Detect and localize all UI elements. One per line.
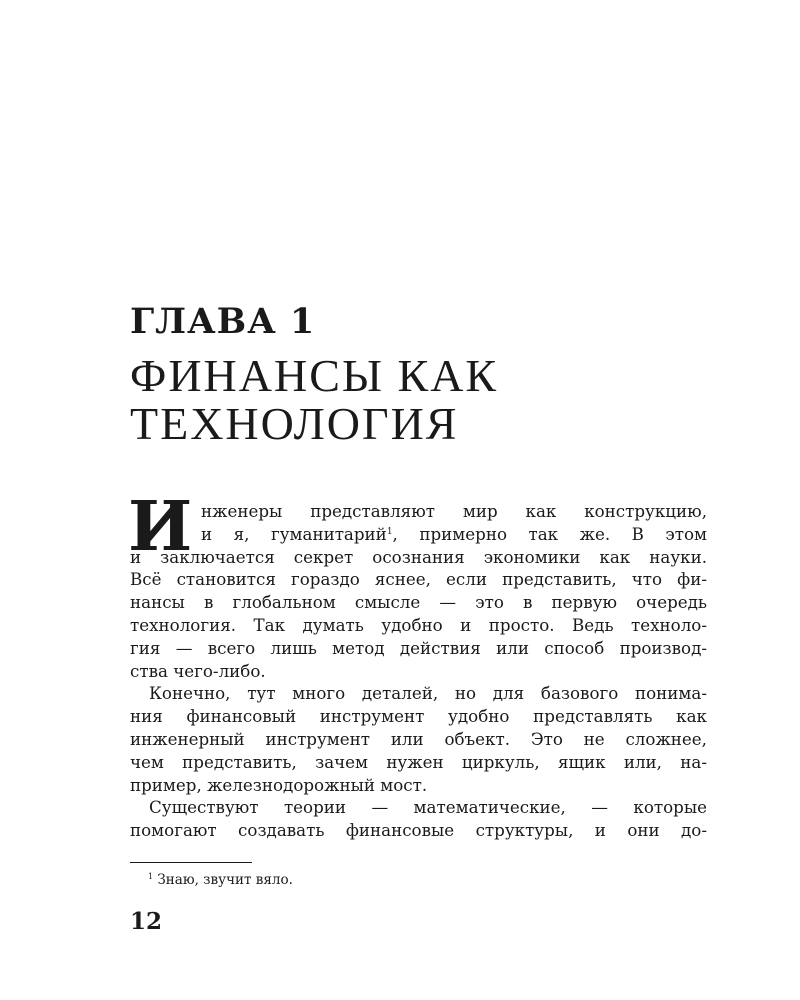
chapter-title-line-2: ТЕХНОЛОГИЯ	[130, 398, 459, 449]
footnote-marker: 1	[148, 872, 154, 881]
text-line: пример, железнодорожный мост.	[130, 774, 428, 795]
text-line: ния финансовый инструмент удобно представлять как	[130, 706, 707, 727]
text-line: инженерный инструмент или объект. Это не сложнее,	[130, 728, 707, 749]
chapter-label: ГЛАВА 1	[130, 301, 316, 342]
body-text	[128, 487, 707, 842]
drop-cap: И	[128, 487, 193, 567]
text-line: Существуют теории — математические, — которые	[149, 797, 707, 818]
text-line: нансы в глобальном смысле — это в первую очередь	[130, 592, 707, 613]
text-fragment: , примерно так же. В этом	[392, 523, 707, 544]
text-line: гия — всего лишь метод действия или способ производ-	[130, 637, 707, 658]
text-line: Всё становится гораздо яснее, если представить, что фи-	[130, 569, 707, 590]
text-line: чем представить, зачем нужен циркуль, ящик или, на-	[130, 751, 707, 772]
text-line: нженеры представляют мир как конструкцию,	[201, 501, 707, 521]
text-line	[130, 523, 707, 546]
text-fragment: и я, гуманитарий	[201, 523, 387, 544]
footnote-text: Знаю, звучит вяло.	[157, 872, 293, 888]
text-line: и заключается секрет осознания экономики как науки.	[130, 546, 707, 567]
footnote	[148, 871, 293, 889]
text-line: Конечно, тут много деталей, но для базового понима-	[149, 683, 707, 704]
text-line: технология. Так думать удобно и просто. Ведь техноло-	[130, 614, 707, 635]
text-line: помогают создавать финансовые структуры, и они до-	[130, 820, 707, 841]
page-number: 12	[130, 908, 163, 935]
chapter-title	[130, 352, 730, 448]
footnote-ref: 1	[386, 526, 393, 537]
footnote-divider	[130, 862, 252, 863]
text-line: ства чего-либо.	[130, 660, 266, 681]
chapter-title-line-1: ФИНАНСЫ КАК	[130, 350, 499, 401]
